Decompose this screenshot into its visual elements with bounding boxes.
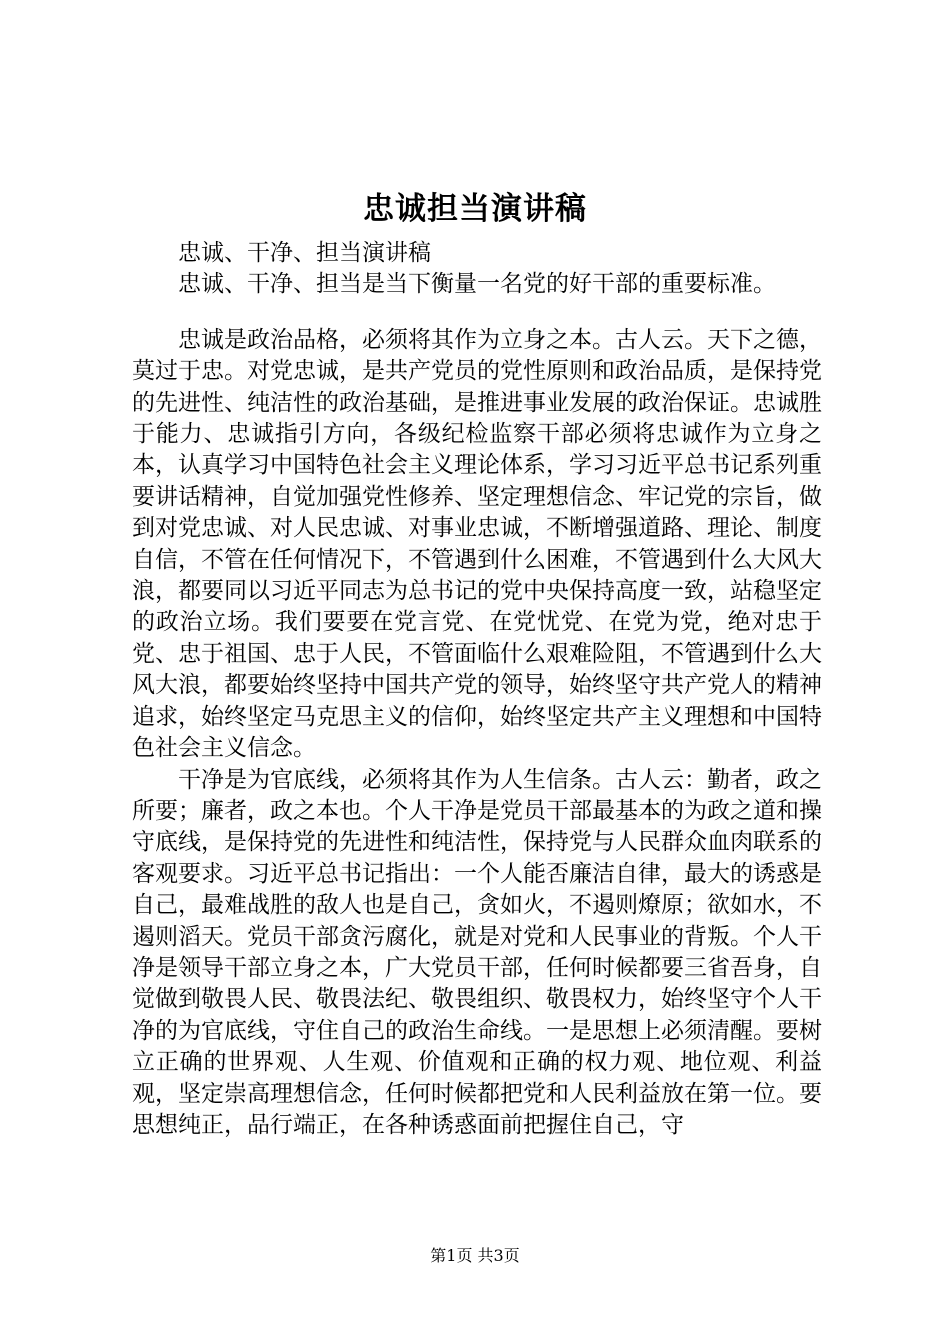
paragraph-heading: 忠诚、干净、担当演讲稿 — [178, 240, 431, 266]
paragraph-intro: 忠诚、干净、担当是当下衡量一名党的好干部的重要标准。 — [178, 271, 776, 298]
paragraph-loyalty: 忠诚是政治品格，必须将其作为立身之本。古人云。天下之德，莫过于忠。对党忠诚，是共产党员的党性原则和政治品质，是保持党的先进性、纯洁性的政治基础，是推进事业发展的政治保证。忠诚胜于能力、忠诚指引方向，各级纪检监察干部必须将忠诚作为立身之本，认真学习中国特色社会主义理论体系，学习习近平总书记系列重要讲话精神，自觉加强党性修养、坚定理想信念、牢记党的宗旨，做到对党忠诚、对人民忠诚、对事业忠诚，不断增强道路、理论、制度自信，不管在任何情况下，不管遇到什么困难，不管遇到什么大风大浪，都要同以习近平同志为总书记的党中央保持高度一致，站稳坚定的政治立场。我们要要在党言党、在党忧党、在党为党，绝对忠于党、忠于祖国、忠于人民，不管面临什么艰难险阻，不管遇到什么大风大浪，都要始终坚持中国共产党的领导，始终坚守共产党人的精神追求，始终坚定马克思主义的信仰，始终坚定共产主义理想和中国特色社会主义信念。 — [132, 326, 822, 762]
document-title: 忠诚担当演讲稿 — [363, 191, 587, 227]
paragraph-integrity: 干净是为官底线，必须将其作为人生信条。古人云：勤者，政之所要；廉者，政之本也。个人干净是党员干部最基本的为政之道和操守底线，是保持党的先进性和纯洁性，保持党与人民群众血肉联系的客观要求。习近平总书记指出：一个人能否廉洁自律，最大的诱惑是自己，最难战胜的敌人也是自己，贪如火，不遏则燎原；欲如水，不遏则滔天。党员干部贪污腐化，就是对党和人民事业的背叛。个人干净是领导干部立身之本，广大党员干部，任何时候都要三省吾身，自觉做到敬畏人民、敬畏法纪、敬畏组织、敬畏权力，始终坚守个人干净的为官底线，守住自己的政治生命线。一是思想上必须清醒。要树立正确的世界观、人生观、价值观和正确的权力观、地位观、利益观，坚定崇高理想信念，任何时候都把党和人民利益放在第一位。要思想纯正，品行端正，在各种诱惑面前把握住自己，守 — [132, 766, 822, 1138]
page-number-footer: 第1页 共3页 — [430, 1246, 520, 1265]
document-body — [132, 238, 822, 1141]
